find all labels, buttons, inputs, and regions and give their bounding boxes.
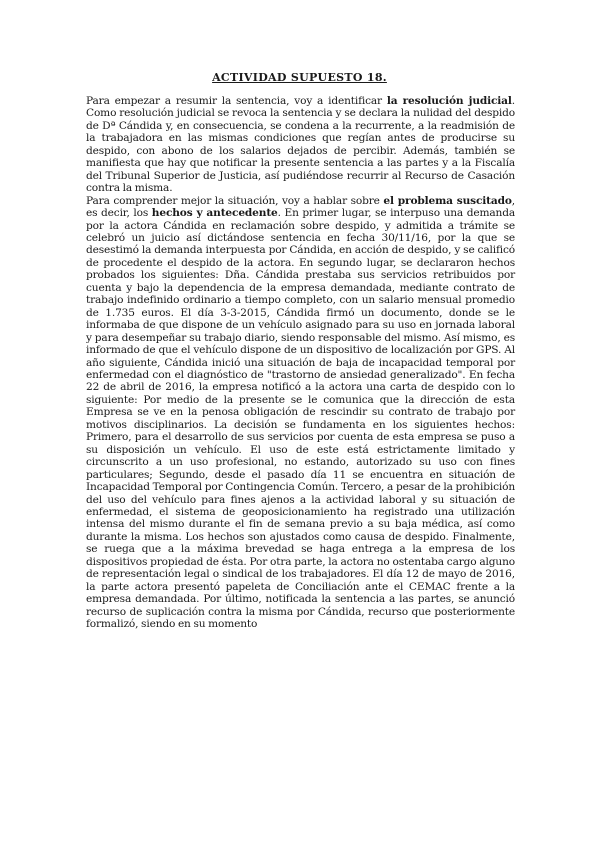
paragraph-text: , es decir, los bbox=[86, 194, 515, 220]
paragraph-text: Para comprender mejor la situación, voy a hablar sobre bbox=[86, 194, 384, 207]
paragraph-text: . Como resolución judicial se revoca la sentencia y se declara la nulidad del despido de Dª Cándida y, en consecuencia, se condena a la recurrente, a la readmisión de la trabajadora en las mismas condiciones que regían antes de producirse su despido, con abono de los salarios dejados de percibir. Además, también se manifiesta que hay que notificar la presente sentencia a las partes y a la Fiscalía del Tribunal Superior de Justicia, así pudiéndose recurrir al Recurso de Casación contra la misma. bbox=[86, 95, 515, 195]
paragraph-hechos bbox=[86, 195, 515, 631]
page-title: ACTIVIDAD SUPUESTO 18. bbox=[212, 71, 387, 84]
paragraph-resolucion bbox=[86, 95, 515, 195]
bold-term-problema-suscitado: el problema suscitado bbox=[383, 194, 512, 207]
bold-term-hechos-antecedente: hechos y antecedente bbox=[151, 207, 278, 220]
bold-term-resolucion-judicial: la resolución judicial bbox=[386, 95, 512, 107]
paragraph-text: . En primer lugar, se interpuso una demanda por la actora Cándida en reclamación sobre despido, y admitida a trámite se celebró un juicio así dictándose sentencia en fecha 30/11/16, por la que se desestimó la demanda interpuesta por Cándida, en acción de despido, y se calificó de procedente el despido de la actora. En segundo lugar, se declararon hechos probados los siguientes: Dña. Cándida prestaba sus servicios retribuidos por cuenta y bajo la dependencia de la empresa demandada, mediante contrato de trabajo indefinido ordinario a tiempo completo, con un salario mensual promedio de 1.735 euros. El día 3-3-2015, Cándida firmó un documento, donde se le informaba de que dispone de un vehículo asignado para su uso en jornada laboral y para desempeñar su trabajo diario, siendo responsable del mismo. Así mismo, es informado de que el vehículo dispone de un dispositivo de localización por GPS. Al año siguiente, Cándida inició una situación de baja de incapacidad temporal por enfermedad con el diagnóstico de "trastorno de ansiedad generalizado". En fecha 22 de abril de 2016, la empresa notificó a la actora una carta de despido con lo siguiente: Por medio de la presente se le comunica que la dirección de esta Empresa se ve en la penosa obligación de rescindir su contrato de trabajo por motivos disciplinarios. La decisión se fundamenta en los siguientes hechos: Primero, para el desarrollo de sus servicios por cuenta de esta empresa se puso a su disposición un vehículo. El uso de este está estrictamente limitado y circunscrito a un uso profesional, no estando, autorizado su uso con fines particulares; Segundo, desde el pasado día 11 se encuentra en situación de Incapacidad Temporal por Contingencia Común. Tercero, a pesar de la prohibición del uso del vehículo para fines ajenos a la actividad laboral y su situación de enfermedad, el sistema de geoposicionamiento ha registrado una utilización intensa del mismo durante el fin de semana previo a su baja médica, así como durante la misma. Los hechos son ajustados como causa de despido. Finalmente, se ruega que a la máxima brevedad se haga entrega a la empresa de los dispositivos propiedad de ésta. Por otra parte, la actora no ostentaba cargo alguno de representación legal o sindical de los trabajadores. El día 12 de mayo de 2016, la parte actora presentó papeleta de Conciliación ante el CEMAC frente a la empresa demandada. Por último, notificada la sentencia a las partes, se anunció recurso de suplicación contra la misma por Cándida, recurso que posteriormente formalizó, siendo en su momento bbox=[86, 207, 515, 631]
paragraph-text: Para empezar a resumir la sentencia, voy a identificar bbox=[86, 95, 387, 107]
document-body bbox=[86, 95, 515, 630]
